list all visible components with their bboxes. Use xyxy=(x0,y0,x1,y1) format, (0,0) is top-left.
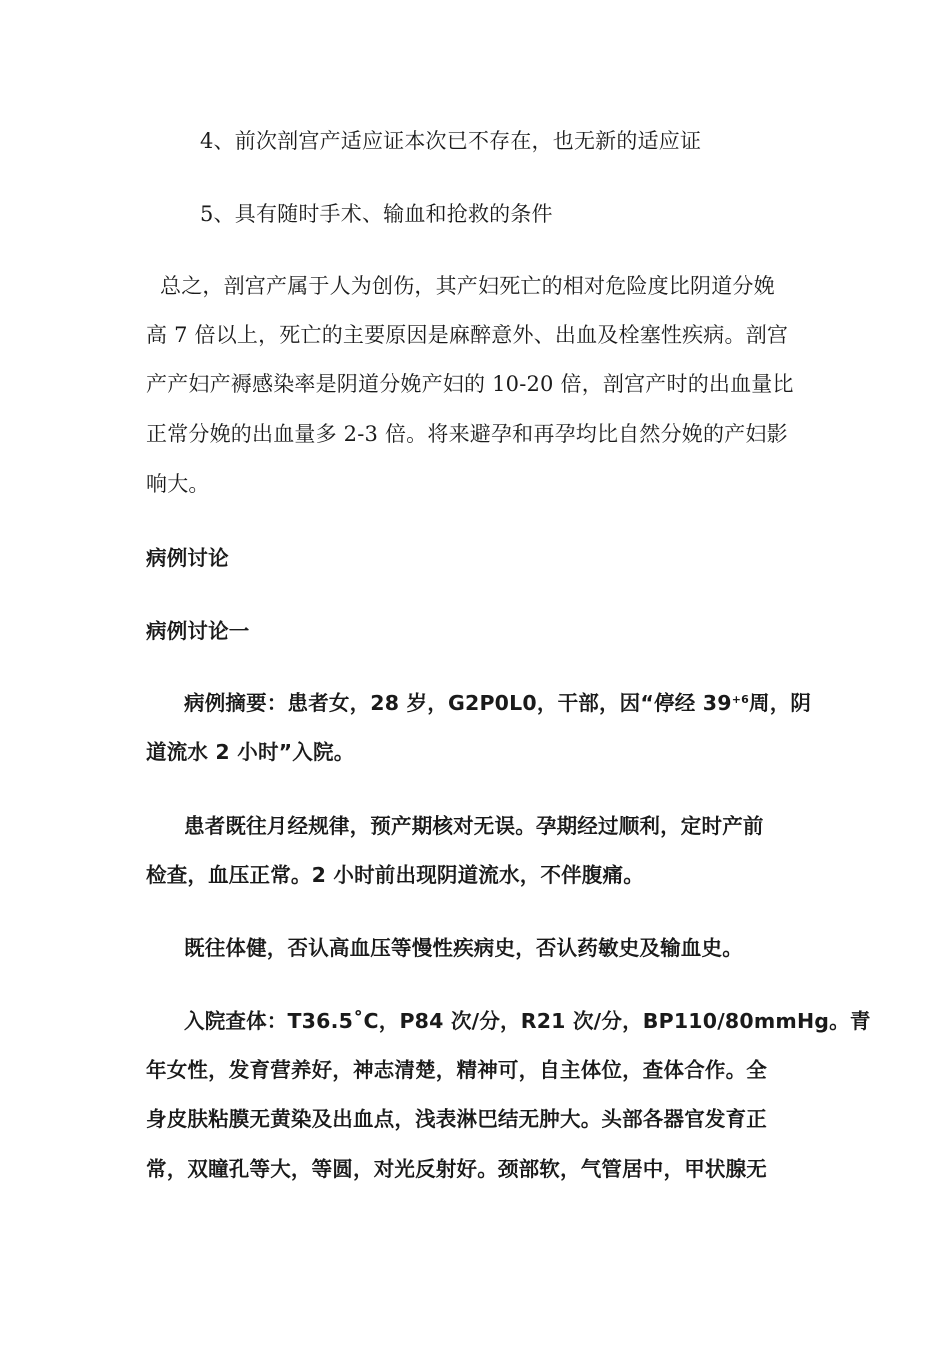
exam-line-2: 年女性，发育营养好，神志清楚，精神可，自主体位，查体合作。全 xyxy=(146,1058,767,1082)
history-line-2: 检查，血压正常。2 小时前出现阴道流水，不伴腹痛。 xyxy=(146,863,644,887)
summary-line-3: 产产妇产褥感染率是阴道分娩产妇的 10-20 倍，剖宫产时的出血量比 xyxy=(146,372,794,396)
list-item-5: 5、具有随时手术、输血和抢救的条件 xyxy=(200,202,553,226)
exam-line-3: 身皮肤粘膜无黄染及出血点，浅表淋巴结无肿大。头部各器官发育正 xyxy=(146,1107,767,1131)
summary-line-2: 高 7 倍以上，死亡的主要原因是麻醉意外、出血及栓塞性疾病。剖宫 xyxy=(146,323,789,347)
past-history-line-1: 既往体健，否认高血压等慢性疾病史，否认药敏史及输血史。 xyxy=(184,936,743,960)
case-summary-text-end: 周，阴 xyxy=(749,691,812,715)
exam-line-4: 常，双瞳孔等大，等圆，对光反射好。颈部软，气管居中，甲状腺无 xyxy=(146,1157,767,1181)
case-summary-line-2: 道流水 2 小时”入院。 xyxy=(146,740,355,764)
history-line-1: 患者既往月经规律，预产期核对无误。孕期经过顺利，定时产前 xyxy=(184,814,764,838)
list-item-4: 4、前次剖宫产适应证本次已不存在，也无新的适应证 xyxy=(200,129,702,153)
case-summary-text: 病例摘要：患者女，28 岁，G2P0L0，干部，因“停经 39 xyxy=(184,691,732,715)
subsection-heading: 病例讨论一 xyxy=(146,619,250,643)
summary-line-1: 总之，剖宫产属于人为创伤，其产妇死亡的相对危险度比阴道分娩 xyxy=(160,274,775,298)
exam-line-1: 入院查体：T36.5˚C，P84 次/分，R21 次/分，BP110/80mmHg。青 xyxy=(184,1009,871,1033)
case-summary-line-1 xyxy=(184,688,852,718)
summary-line-5: 响大。 xyxy=(146,472,210,496)
summary-line-4: 正常分娩的出血量多 2-3 倍。将来避孕和再孕均比自然分娩的产妇影 xyxy=(146,422,788,446)
gestation-days-superscript: +6 xyxy=(731,693,749,706)
section-heading: 病例讨论 xyxy=(146,546,229,570)
